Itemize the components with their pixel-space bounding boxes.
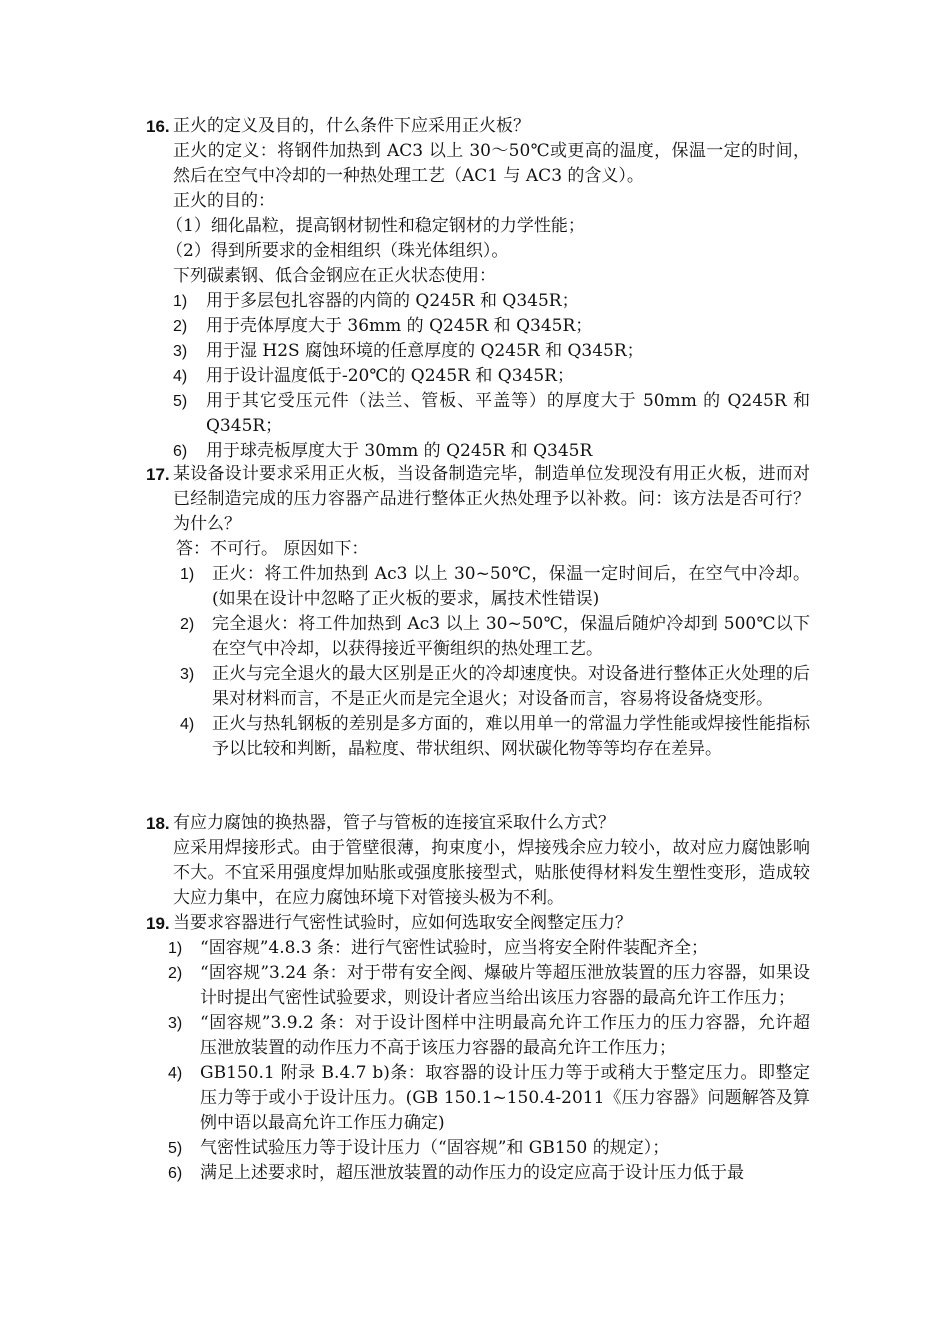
purpose-item-2: （2）得到所要求的金相组织（珠光体组织）。: [166, 241, 509, 261]
list-item: [180, 712, 810, 762]
list-text: 完全退火：将工件加热到 Ac3 以上 30~50℃，保温后随炉冷却到 500℃以下在空气中冷却，以获得接近平衡组织的热处理工艺。: [212, 614, 810, 659]
reference-list: [146, 936, 810, 1186]
list-item: [173, 389, 810, 439]
list-item: [173, 289, 810, 314]
list-item: [173, 364, 810, 389]
list-text: 气密性试验压力等于设计压力（“固容规”和 GB150 的规定）；: [200, 1138, 670, 1158]
list-text: 用于壳体厚度大于 36mm 的 Q245R 和 Q345R；: [206, 316, 593, 336]
list-number: 6): [168, 1165, 183, 1182]
reason-list: [146, 562, 810, 762]
question-18: [146, 811, 810, 911]
list-item: [180, 562, 810, 612]
list-number: 2): [168, 965, 183, 982]
list-item: [168, 1161, 810, 1186]
list-text: “固容规”3.9.2 条：对于设计图样中注明最高允许工作压力的压力容器，允许超压泄放装置的动作压力不高于该压力容器的最高允许工作压力；: [200, 1013, 810, 1058]
list-item: [180, 662, 810, 712]
answer-paragraph: 应采用焊接形式。由于管壁很薄，拘束度小，焊接残余应力较小，故对应力腐蚀影响不大。不宜采用强度焊加贴胀或强度胀接型式，贴胀使得材料发生塑性变形，造成较大应力集中，在应力腐蚀环境下对管接头极为不利。: [173, 838, 810, 908]
list-text: 满足上述要求时，超压泄放装置的动作压力的设定应高于设计压力低于最: [200, 1163, 744, 1183]
list-number: 1): [168, 940, 183, 957]
list-text: 用于多层包扎容器的内筒的 Q245R 和 Q345R；: [206, 291, 579, 311]
question-17: [146, 462, 810, 762]
question-number: 16.: [146, 117, 170, 136]
question-number: 19.: [146, 914, 170, 933]
list-number: 4): [173, 368, 188, 385]
purpose-heading: 正火的目的：: [173, 191, 275, 211]
list-item: [173, 314, 810, 339]
question-title: 某设备设计要求采用正火板，当设备制造完毕，制造单位发现没有用正火板，进而对已经制造完成的压力容器产品进行整体正火热处理予以补救。问：该方法是否可行？为什么？: [173, 464, 810, 534]
list-number: 6): [173, 443, 188, 460]
condition-list: [146, 289, 810, 464]
list-text: 正火与热轧钢板的差别是多方面的，难以用单一的常温力学性能或焊接性能指标予以比较和判断，晶粒度、带状组织、网状碳化物等等均存在差异。: [212, 714, 810, 759]
list-number: 5): [173, 393, 188, 410]
list-item: [168, 961, 810, 1011]
list-number: 4): [168, 1065, 183, 1082]
list-text: “固容规”3.24 条：对于带有安全阀、爆破片等超压泄放装置的压力容器，如果设计时提出气密性试验要求，则设计者应当给出该压力容器的最高允许工作压力；: [200, 963, 810, 1008]
question-title: 正火的定义及目的，什么条件下应采用正火板？: [173, 116, 530, 136]
list-number: 2): [173, 318, 188, 335]
list-number: 3): [180, 666, 195, 683]
list-number: 5): [168, 1140, 183, 1157]
question-title: 当要求容器进行气密性试验时，应如何选取安全阀整定压力？: [173, 913, 632, 933]
list-text: 用于湿 H2S 腐蚀环境的任意厚度的 Q245R 和 Q345R；: [206, 341, 644, 361]
condition-heading: 下列碳素钢、低合金钢应在正火状态使用：: [173, 266, 496, 286]
question-19: [146, 911, 810, 1186]
question-16: [146, 114, 810, 464]
list-text: 用于球壳板厚度大于 30mm 的 Q245R 和 Q345R: [206, 441, 593, 461]
list-number: 2): [180, 616, 195, 633]
list-text: 正火：将工件加热到 Ac3 以上 30~50℃，保温一定时间后，在空气中冷却。(如果在设计中忽略了正火板的要求，属技术性错误): [212, 564, 810, 609]
list-item: [173, 439, 810, 464]
list-item: [168, 936, 810, 961]
list-number: 1): [173, 293, 188, 310]
list-item: [168, 1061, 810, 1136]
list-item: [180, 612, 810, 662]
list-text: “固容规”4.8.3 条：进行气密性试验时，应当将安全附件装配齐全；: [200, 938, 709, 958]
list-number: 3): [173, 343, 188, 360]
list-text: 正火与完全退火的最大区别是正火的冷却速度快。对设备进行整体正火处理的后果对材料而言，不是正火而是完全退火；对设备而言，容易将设备烧变形。: [212, 664, 810, 709]
list-item: [173, 339, 810, 364]
question-number: 17.: [146, 465, 170, 484]
purpose-item-1: （1）细化晶粒，提高钢材韧性和稳定钢材的力学性能；: [166, 216, 585, 236]
list-item: [168, 1136, 810, 1161]
list-number: 3): [168, 1015, 183, 1032]
list-number: 1): [180, 566, 195, 583]
list-text: 用于设计温度低于-20℃的 Q245R 和 Q345R；: [206, 366, 574, 386]
question-number: 18.: [146, 814, 170, 833]
list-number: 4): [180, 716, 195, 733]
list-text: 用于其它受压元件（法兰、管板、平盖等）的厚度大于 50mm 的 Q245R 和 Q345R；: [206, 391, 810, 436]
list-text: GB150.1 附录 B.4.7 b)条：取容器的设计压力等于或稍大于整定压力。即整定压力等于或小于设计压力。(GB 150.1~150.4-2011《压力容器》问题解答及算例中语以最高允许工作压力确定): [200, 1063, 810, 1133]
answer-line: 答：不可行。 原因如下：: [176, 539, 369, 559]
question-title: 有应力腐蚀的换热器，管子与管板的连接宜采取什么方式？: [173, 813, 615, 833]
definition-paragraph: 正火的定义：将钢件加热到 AC3 以上 30～50℃或更高的温度，保温一定的时间，然后在空气中冷却的一种热处理工艺（AC1 与 AC3 的含义）。: [173, 141, 810, 186]
list-item: [168, 1011, 810, 1061]
